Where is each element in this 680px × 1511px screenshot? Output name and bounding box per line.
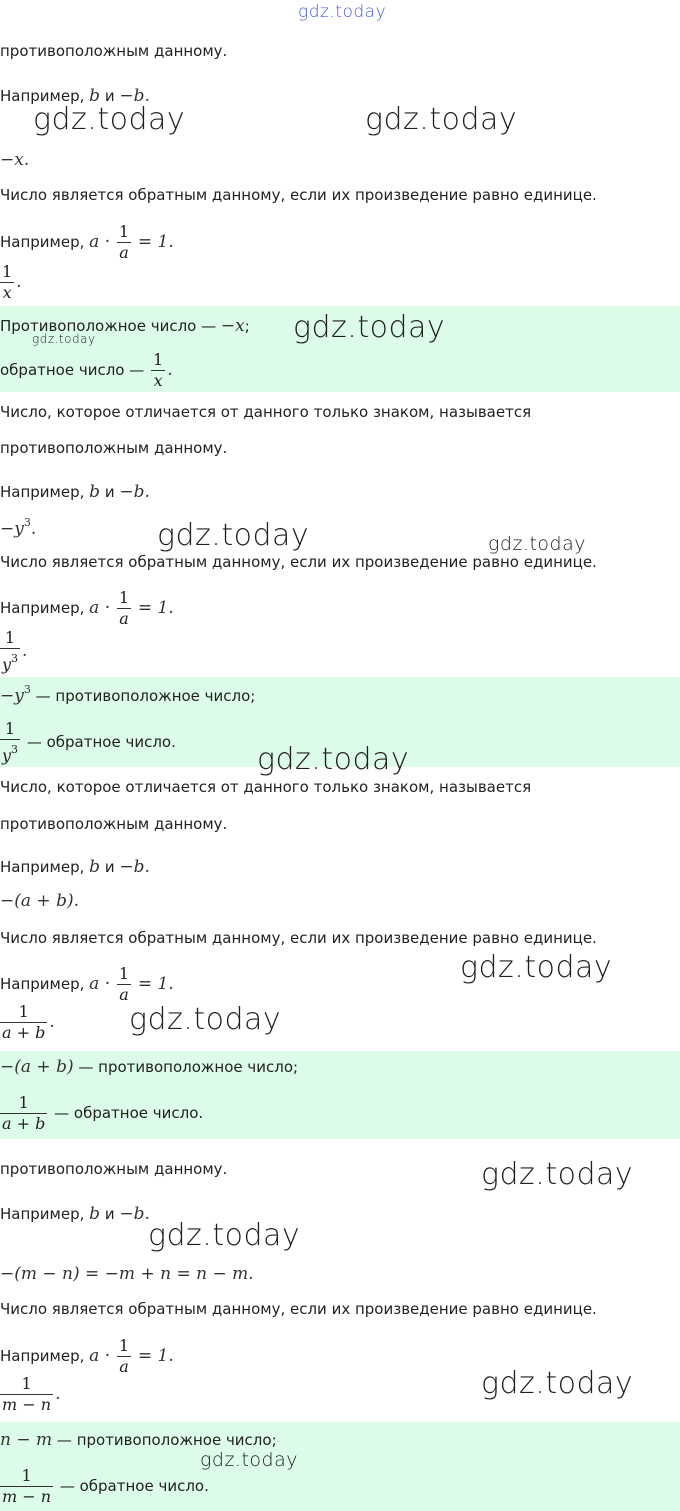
answer-box [0,1051,680,1139]
opposite-example: Например, b и −b. [0,482,150,502]
watermark: gdz.today [488,533,586,555]
watermark: gdz.today [33,102,186,137]
watermark: gdz.today [32,332,96,346]
inverse-example: Например, a · $\frac{1}{a}$ = 1. [0,222,174,262]
watermark: gdz.today [293,310,446,345]
inverse-example: Например, a · $\frac{1}{a}$ = 1. [0,588,174,628]
watermark: gdz.today [200,1449,298,1471]
fraction: $\frac{1}{a}$ [118,1336,130,1376]
fraction: $\frac{1}{m - n}$ [2,1374,52,1414]
opposite-definition-line2: противоположным данному. [0,42,228,60]
fraction: $\frac{1}{x}$ [153,350,164,390]
answer-inverse: $\frac{1}{m - n}$ — обратное число. [2,1466,209,1506]
opposite-example: Например, b и −b. [0,86,150,106]
watermark: gdz.today [365,102,518,137]
opposite-definition-line2: противоположным данному. [0,1160,228,1178]
fraction: $\frac{1}{a + b}$ [2,1093,46,1133]
opposite-example: Например, b и −b. [0,857,150,877]
fraction: $\frac{1}{x}$ [2,262,13,302]
opposite-definition-line1: Число, которое отличается от данного только знаком, называется [0,778,532,796]
inverse-definition: Число является обратным данному, если их произведение равно единице. [0,1300,597,1318]
inverse-example: Например, a · $\frac{1}{a}$ = 1. [0,964,174,1004]
answer-inverse: $\frac{1}{y^3}$ — обратное число. [2,719,176,765]
watermark: gdz.today [157,518,310,553]
opposite-value: −(m − n) = −m + n = n − m. [0,1264,254,1284]
inverse-value: $\frac{1}{a + b}$ . [2,1002,55,1042]
inverse-example: Например, a · $\frac{1}{a}$ = 1. [0,1336,174,1376]
answer-opposite: Противоположное число — −x; [0,316,250,336]
watermark: gdz.today [481,1157,634,1192]
opposite-definition-line2: противоположным данному. [0,815,228,833]
watermark: gdz.today [148,1218,301,1253]
fraction: $\frac{1}{y^3}$ [2,628,19,674]
inverse-value: $\frac{1}{x}$ . [2,262,22,302]
watermark: gdz.today [481,1366,634,1401]
inverse-definition: Число является обратным данному, если их произведение равно единице. [0,186,597,204]
opposite-value: −(a + b). [0,891,79,911]
inverse-value: $\frac{1}{y^3}$ . [2,628,28,674]
opposite-value: $-y^3$. [0,516,37,539]
opposite-definition-line2: противоположным данному. [0,439,228,457]
fraction: $\frac{1}{a + b}$ [2,1002,46,1042]
fraction: $\frac{1}{a}$ [118,222,130,262]
opposite-example: Например, b и −b. [0,1204,150,1224]
opposite-value: −x. [0,150,30,170]
header-watermark: gdz.today [298,2,387,22]
inverse-definition: Число является обратным данному, если их произведение равно единице. [0,929,597,947]
opposite-definition-line1: Число, которое отличается от данного только знаком, называется [0,403,532,421]
answer-opposite: n − m — противоположное число; [0,1430,277,1450]
fraction: $\frac{1}{a}$ [118,588,130,628]
answer-inverse: $\frac{1}{a + b}$ — обратное число. [2,1093,204,1133]
fraction: $\frac{1}{a}$ [118,964,130,1004]
answer-opposite: −(a + b) — противоположное число; [0,1057,299,1077]
watermark: gdz.today [257,742,410,777]
watermark: gdz.today [460,950,613,985]
answer-box [0,1422,680,1511]
answer-inverse: обратное число — $\frac{1}{x}$ . [0,350,173,390]
inverse-value: $\frac{1}{m - n}$ . [2,1374,61,1414]
answer-opposite: $-y^3$ — противоположное число; [0,683,256,706]
fraction: $\frac{1}{y^3}$ [2,719,19,765]
fraction: $\frac{1}{m - n}$ [2,1466,52,1506]
inverse-definition: Число является обратным данному, если их произведение равно единице. [0,553,597,571]
watermark: gdz.today [129,1002,282,1037]
